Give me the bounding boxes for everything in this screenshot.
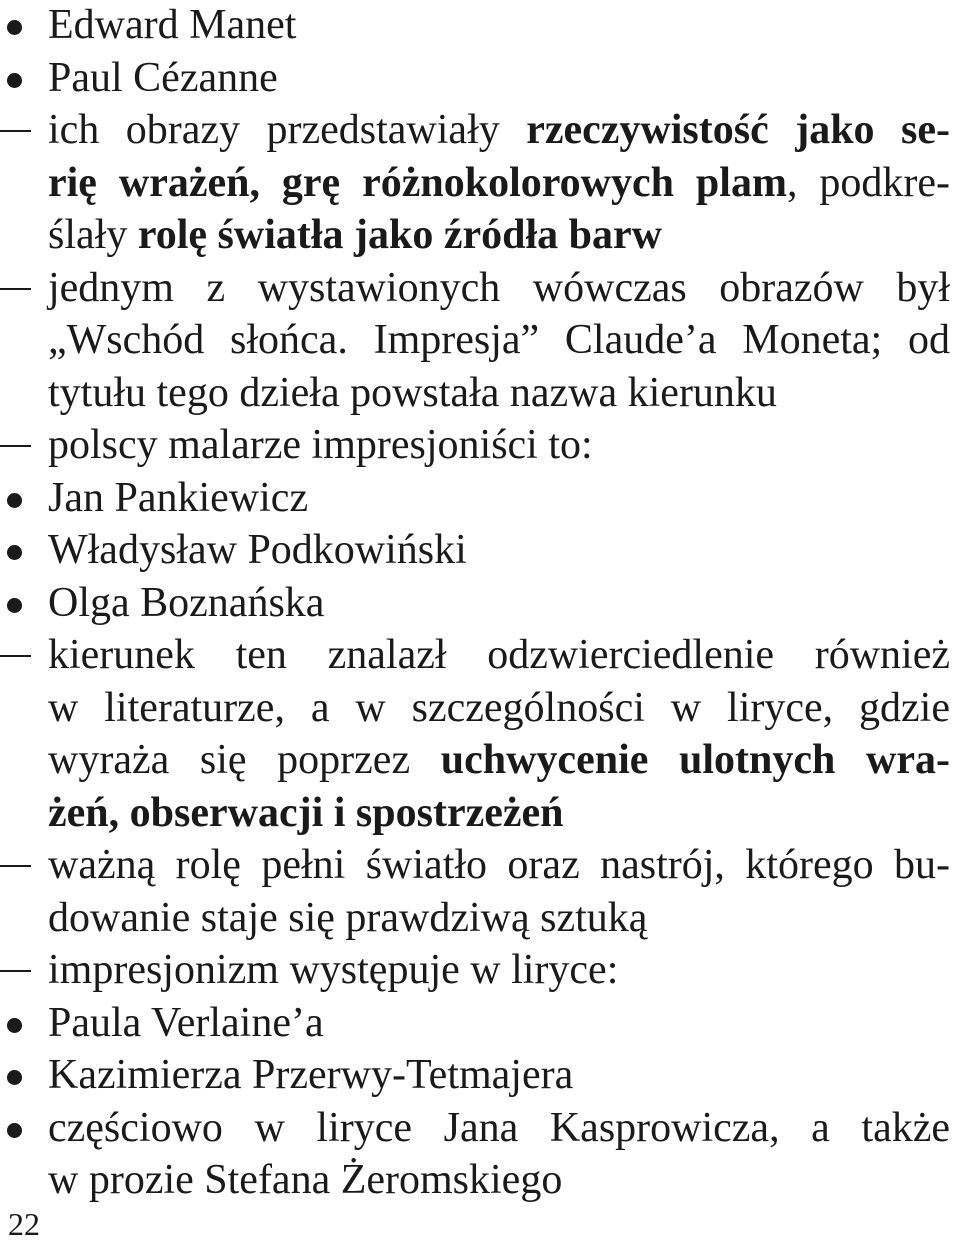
dash-icon	[0, 105, 30, 155]
text-run: Paula Verlaine’a	[48, 999, 324, 1046]
text-line	[48, 998, 950, 1048]
bullet-icon	[0, 53, 30, 103]
text-line	[48, 578, 950, 628]
text-line	[48, 420, 950, 470]
text-run: w prozie Stefana Żeromskiego	[48, 1157, 563, 1203]
dash-icon	[0, 420, 30, 470]
text-line	[48, 1103, 950, 1153]
dash-icon	[0, 630, 30, 680]
text-line	[48, 263, 950, 313]
text-line	[48, 893, 950, 943]
bullet-icon	[0, 0, 30, 50]
text-line	[48, 105, 950, 155]
bold-text: uchwycenie ulotnych wra-	[440, 737, 950, 783]
text-line	[48, 473, 950, 523]
text-run: w literaturze, a w szczególności w liryce, gdzie	[48, 684, 950, 731]
text-line	[48, 945, 950, 995]
bold-text: rzeczywistość jako se-	[526, 107, 950, 153]
text-run: Jan Pankiewicz	[48, 474, 309, 521]
text-run: Władysław Podkowiński	[48, 527, 467, 573]
text-line	[48, 788, 950, 838]
text-line	[48, 1155, 950, 1205]
text-run: dowanie staje się prawdziwą sztuką	[48, 894, 648, 941]
text-run: , podkre-	[786, 159, 950, 206]
bold-text: rolę światła jako źródła barw	[137, 212, 663, 258]
bullet-icon	[0, 473, 30, 523]
text-line	[48, 525, 950, 575]
text-line	[48, 368, 950, 418]
text-run: Paul Cézanne	[48, 54, 278, 101]
text-line	[48, 53, 950, 103]
text-run: ich obrazy przedstawiały	[48, 107, 527, 153]
bullet-icon	[0, 1103, 30, 1153]
bullet-icon	[0, 525, 30, 575]
bullet-icon	[0, 578, 30, 628]
text-run: Edward Manet	[48, 2, 297, 48]
text-run: tytułu tego dzieła powstała nazwa kierunku	[48, 369, 777, 416]
dash-icon	[0, 945, 30, 995]
text-line	[48, 683, 950, 733]
bullet-icon	[0, 998, 30, 1048]
dash-icon	[0, 263, 30, 313]
text-run: „Wschód słońca. Impresja” Claude’a Moneta; od	[48, 317, 950, 363]
text-run: ważną rolę pełni światło oraz nastrój, którego bu-	[48, 842, 950, 888]
text-run: częściowo w liryce Jana Kasprowicza, a także	[48, 1104, 950, 1151]
text-line	[48, 840, 950, 890]
text-run: polscy malarze impresjoniści to:	[48, 422, 593, 468]
page-number: 22	[8, 1206, 40, 1242]
text-run: Olga Boznańska	[48, 579, 325, 626]
text-run: impresjonizm występuje w liryce:	[48, 947, 619, 993]
dash-icon	[0, 840, 30, 890]
text-line	[48, 158, 950, 208]
bullet-icon	[0, 1050, 30, 1100]
text-line	[48, 1050, 950, 1100]
text-run: Kazimierza Przerwy-Tetmajera	[48, 1052, 574, 1098]
text-run: jednym z wystawionych wówczas obrazów był	[48, 264, 950, 311]
bold-text: żeń, obserwacji i spostrzeżeń	[48, 789, 564, 836]
text-line	[48, 0, 950, 50]
bold-text: rię wrażeń, grę różnokolorowych plam	[48, 159, 787, 206]
text-line	[48, 315, 950, 365]
text-line	[48, 210, 950, 260]
text-line	[48, 630, 950, 680]
text-line	[48, 735, 950, 785]
text-run: kierunek ten znalazł odzwierciedlenie również	[48, 632, 950, 678]
text-run: ślały	[48, 212, 138, 258]
text-run: wyraża się poprzez	[48, 737, 441, 783]
